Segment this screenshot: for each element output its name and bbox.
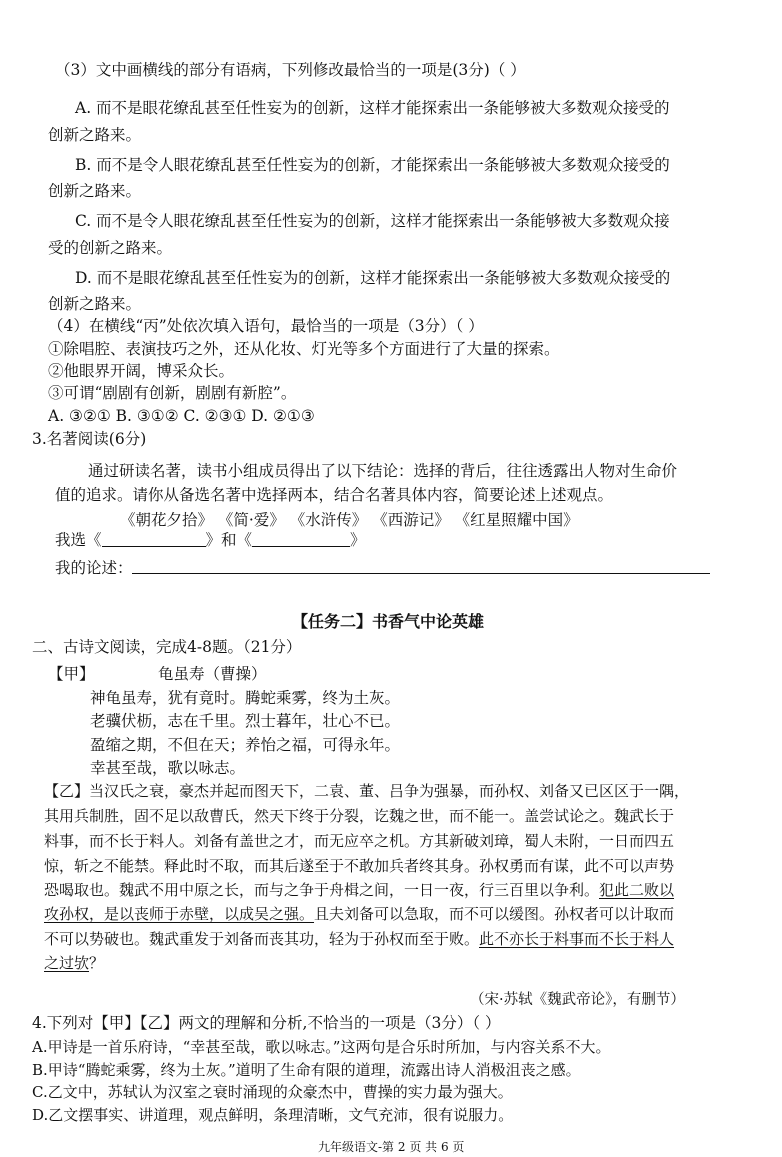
yi-line-7-text: 不可以势破也。魏武重发于刘备而丧其功，轻为于孙权而至于败。: [44, 930, 480, 948]
task2-title: 【任务二】书香气中论英雄: [292, 612, 485, 631]
q3-option-b-line1: B. 而不是令人眼花缭乱甚至任性妄为的创新，才能探索出一条能够被大多数观众接受的: [75, 156, 670, 174]
q3-option-d-line2: 创新之路来。: [48, 295, 142, 313]
yi-underline-2a: 此不亦长于料事而不长于料人: [479, 930, 675, 948]
q3-option-d-line1: D. 而不是眼花缭乱甚至任性妄为的创新，这样才能探索出一条能够被大多数观众接受的: [75, 269, 671, 287]
book-2-blank[interactable]: [252, 530, 350, 547]
yi-underline-1a: 犯此二败以: [599, 881, 675, 899]
q4b-stem: 4.下列对【甲】【乙】两文的理解和分析,不恰当的一项是（3分）（ ）: [32, 1014, 501, 1032]
q4b-option-c: C.乙文中，苏轼认为汉室之衰时涌现的众豪杰中，曹操的实力最为强大。: [32, 1083, 513, 1101]
yi-line-7: [44, 929, 674, 949]
q4-options: A. ③②① B. ③①② C. ②③① D. ②①③: [48, 407, 315, 425]
yi-line-2: 其用兵制胜，固不足以敌曹氏，然天下终于分裂，讫魏之世，而不能一。盖尝试论之。魏武长于: [44, 807, 675, 825]
section2-title: 二、古诗文阅读，完成4-8题。（21分）: [32, 638, 302, 656]
poem-line-4: 幸甚至哉，歌以咏志。: [90, 759, 246, 777]
q4b-option-a: A.甲诗是一首乐府诗，“幸甚至哉，歌以咏志。”这两句是合乐时所加，与内容关系不大。: [32, 1038, 611, 1056]
argument-label: 我的论述：: [55, 559, 133, 577]
yi-source: （宋·苏轼《魏武帝论》，有删节）: [470, 992, 685, 1008]
poem-line-2: 老骥伏枥，志在千里。烈士暮年，壮心不已。: [90, 712, 401, 730]
q4b-option-b: B.甲诗“腾蛇乘雾，终为土灰。”道明了生命有限的道理，流露出诗人消极沮丧之感。: [32, 1061, 581, 1079]
q4-stem: （4）在横线“丙”处依次填入语句，最恰当的一项是（3分）（ ）: [48, 317, 484, 335]
q4-sentence-3: ③可谓“剧剧有创新，剧剧有新腔”。: [48, 384, 297, 402]
q3-option-c-line2: 受的创新之路来。: [48, 239, 173, 257]
q4b-option-d: D.乙文摆事实、讲道理，观点鲜明，条理清晰，文气充沛，很有说服力。: [32, 1106, 514, 1124]
yi-underline-1b: 攻孙权，是以丧师于赤壁，以成吴之强。: [44, 905, 315, 923]
yi-line-3: 料事，而不长于料人。刘备有盖世之才，而无应卒之机。方其新破刘璋，蜀人未附，一日而四五: [44, 832, 675, 850]
argument-answer-line[interactable]: [132, 573, 710, 574]
q4-sentence-1: ①除唱腔、表演技巧之外，还从化妆、灯光等多个方面进行了大量的探索。: [48, 340, 560, 358]
reading-book-list: 《朝花夕拾》 《简·爱》 《水浒传》 《西游记》 《红星照耀中国》: [120, 511, 579, 529]
q3-option-c-line1: C. 而不是令人眼花缭乱甚至任性妄为的创新，这样才能探索出一条能够被大多数观众接: [75, 212, 670, 230]
reading-title: 3.名著阅读(6分): [32, 430, 147, 448]
yi-line-5: [44, 880, 674, 900]
page-footer: 九年级语文-第 2 页 共 6 页: [318, 1140, 465, 1154]
reading-choose-row: [55, 530, 366, 550]
yi-line-1: 【乙】当汉氏之衰，豪杰并起而图天下，二袁、董、吕争为强暴，而孙权、刘备又已区区于一隅，: [44, 782, 690, 800]
poem-title: 龟虽寿（曹操）: [158, 665, 267, 683]
q3-option-b-line2: 创新之路来。: [48, 182, 142, 200]
q3-option-a-line1: A. 而不是眼花缭乱甚至任性妄为的创新，这样才能探索出一条能够被大多数观众接受的: [75, 99, 670, 117]
book-1-blank[interactable]: [102, 530, 206, 547]
q3-option-a-line2: 创新之路来。: [48, 126, 142, 144]
yi-line-5-text: 恐喝取也。魏武不用中原之长，而与之争于舟楫之间，一日一夜，行三百里以争利。: [44, 881, 600, 899]
reading-para-line2: 值的追求。请你从备选名著中选择两本，结合名著具体内容，简要论述上述观点。: [55, 486, 614, 504]
reading-choose-mid: 》和《: [205, 531, 253, 549]
poem-line-1: 神龟虽寿，犹有竟时。腾蛇乘雾，终为土灰。: [90, 689, 401, 707]
reading-choose-suffix: 》: [350, 531, 366, 549]
yi-line-6: [44, 904, 674, 924]
yi-line-6-text: 且夫刘备可以急取，而不可以缓图。孙权者可以计取而: [314, 905, 675, 923]
q3-stem: （3）文中画横线的部分有语病，下列修改最恰当的一项是(3分)（ ）: [55, 61, 526, 79]
yi-line-8: [44, 953, 104, 973]
q4-sentence-2: ②他眼界开阔，博采众长。: [48, 362, 235, 380]
poem-line-3: 盈缩之期，不但在天；养怡之福，可得永年。: [90, 736, 401, 754]
yi-line-4: 惊，斩之不能禁。释此时不取，而其后遂至于不敢加兵者终其身。孙权勇而有谋，此不可以声势: [44, 857, 675, 875]
reading-choose-prefix: 我选《: [55, 531, 102, 549]
yi-line-8-end: ？: [89, 954, 105, 972]
reading-para-line1: 通过研读名著，读书小组成员得出了以下结论：选择的背后，往往透露出人物对生命价: [88, 462, 678, 480]
jia-label: 【甲】: [48, 665, 95, 683]
yi-underline-2b: 之过欤: [44, 954, 90, 972]
